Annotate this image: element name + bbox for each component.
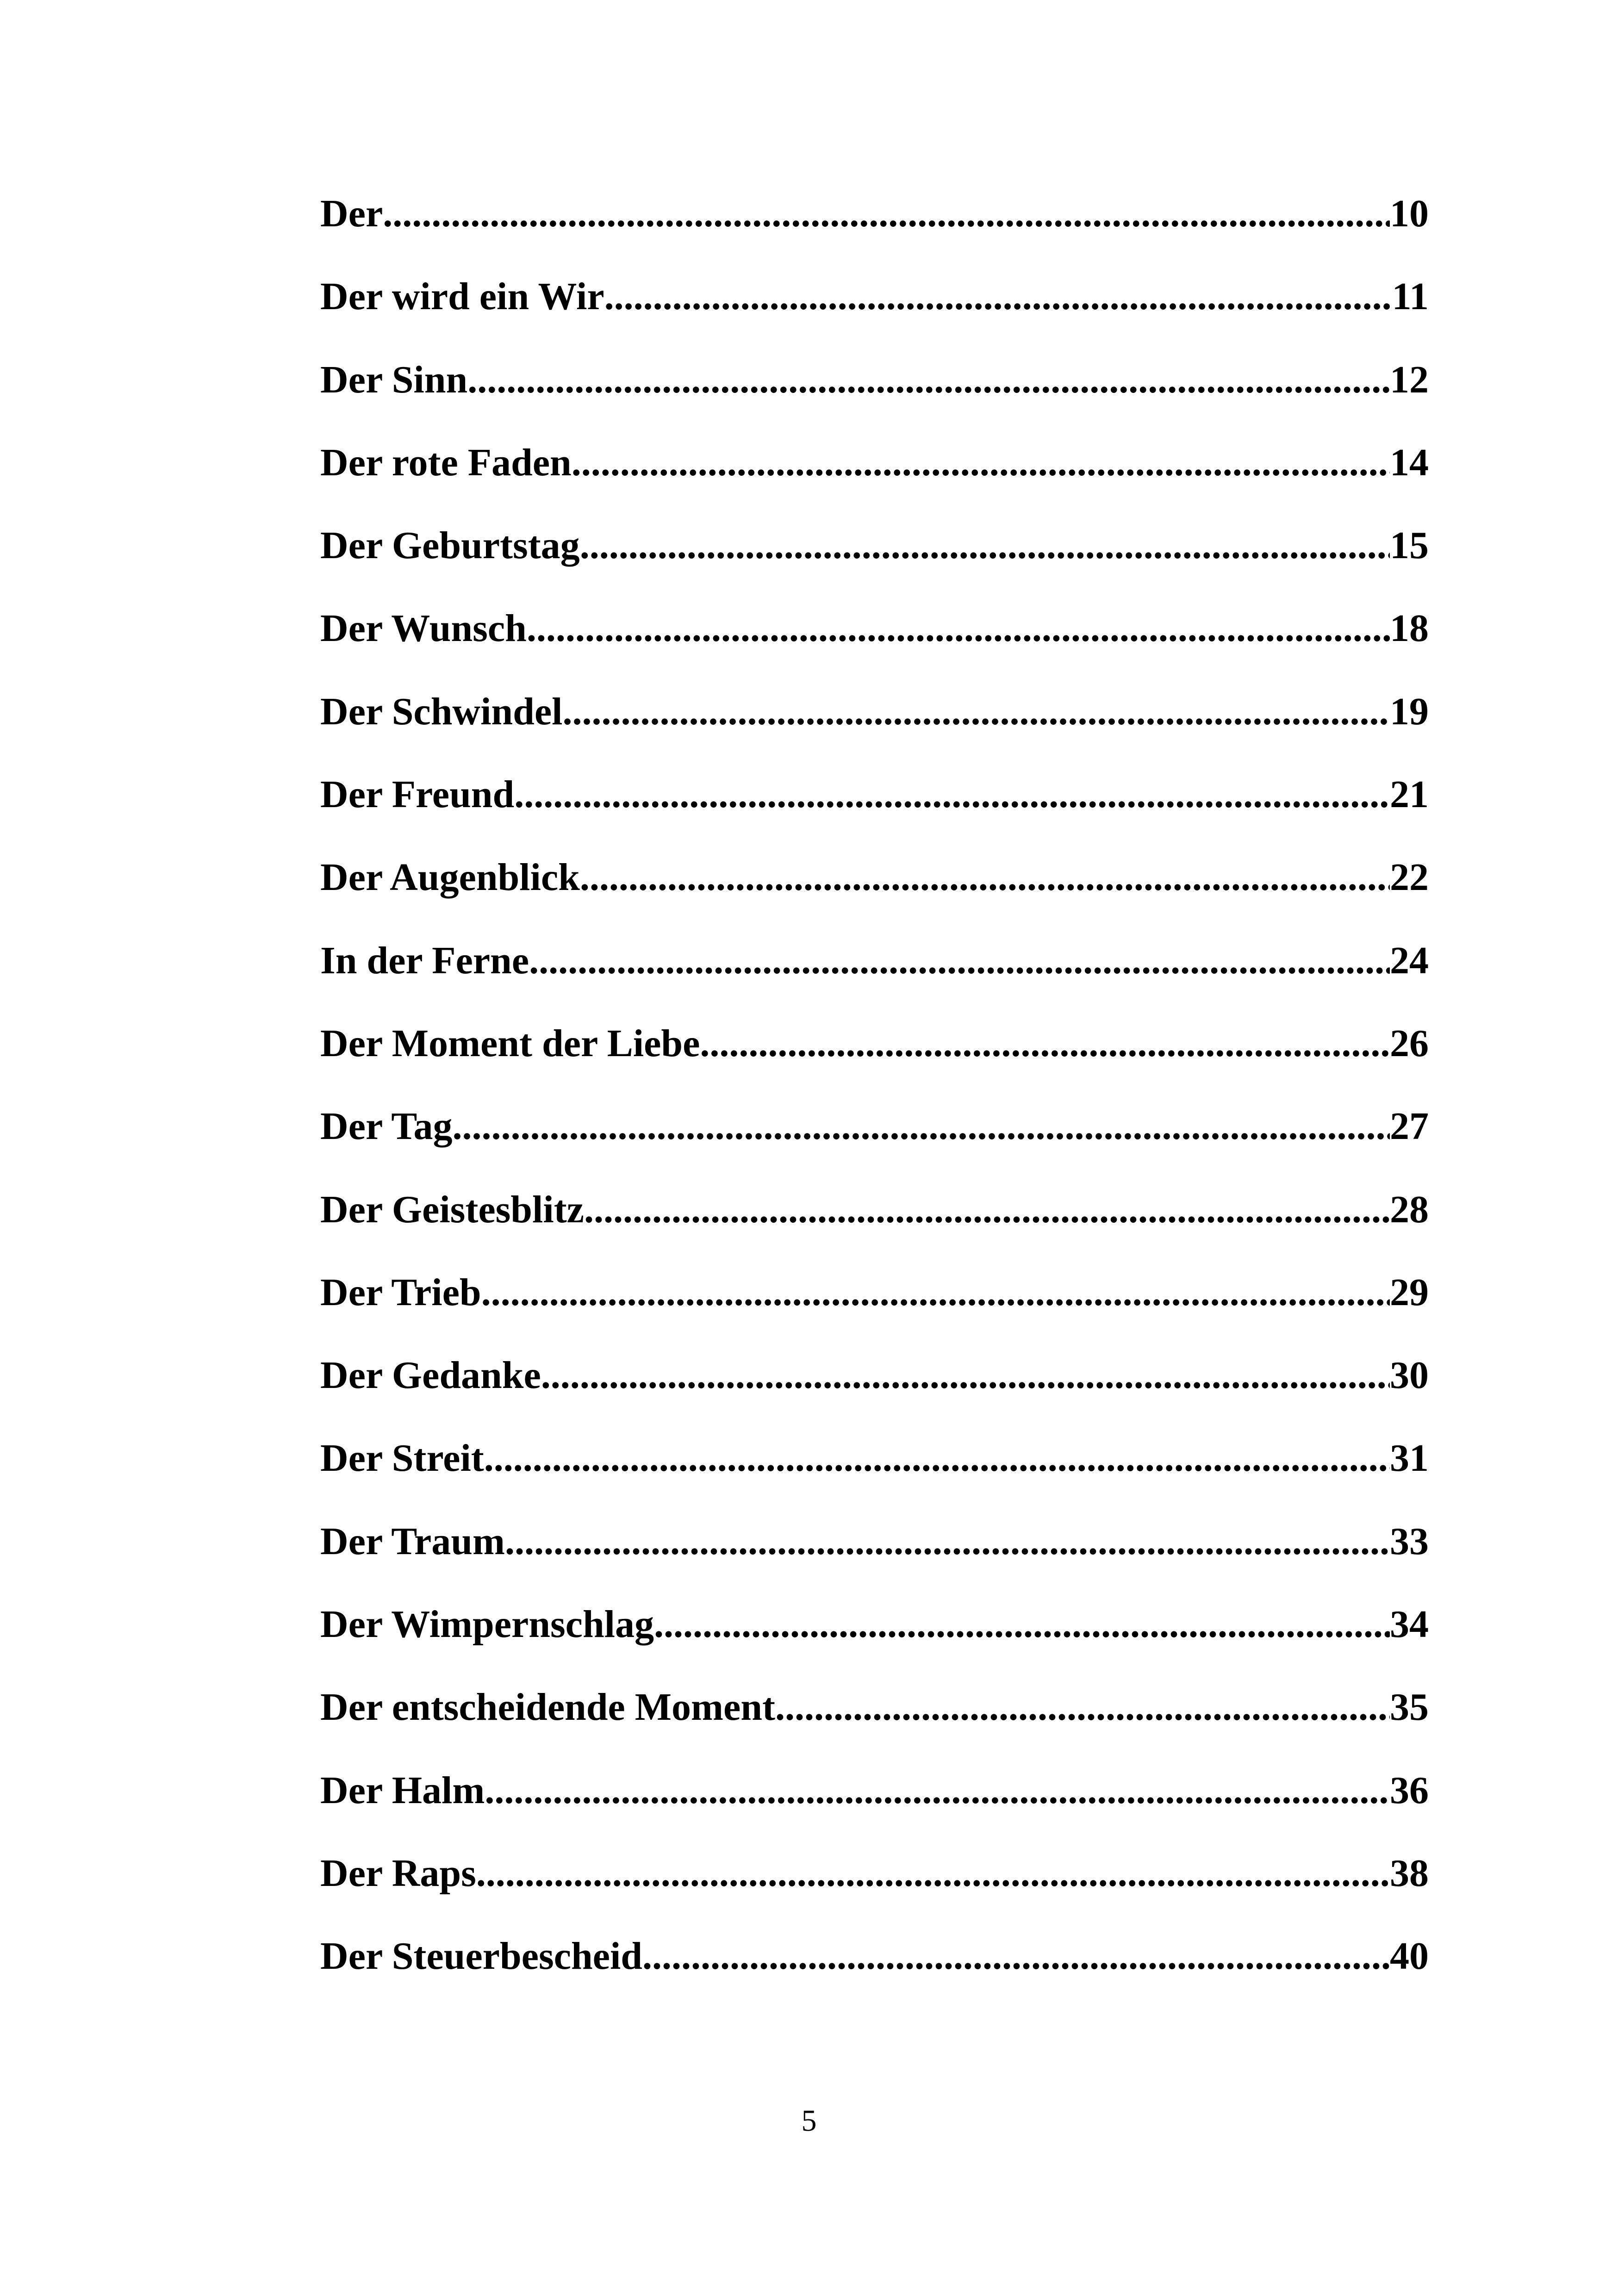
- toc-entry-page: 19: [1390, 690, 1429, 733]
- toc-entry-title: Der Sinn: [320, 358, 468, 401]
- toc-entry: [320, 526, 1429, 609]
- toc-entry-title: Der Augenblick: [320, 856, 580, 899]
- toc-entry-page: 24: [1390, 939, 1429, 982]
- toc-leader-dots: [514, 775, 1390, 814]
- toc-entry: [320, 277, 1429, 360]
- toc-entry-title: Der Schwindel: [320, 690, 563, 733]
- toc-entry-page: 15: [1390, 524, 1429, 567]
- toc-entry-page: 28: [1390, 1188, 1429, 1231]
- toc-entry: [320, 1270, 1429, 1356]
- toc-entry: [320, 1021, 1429, 1107]
- toc-entry-title: Der entscheidende Moment: [320, 1686, 775, 1729]
- toc-leader-dots: [505, 1522, 1390, 1561]
- toc-entry-title: Der wird ein Wir: [320, 275, 604, 318]
- toc-entry-title: Der Wunsch: [320, 607, 527, 650]
- toc-entry-title: Der Wimpernschlag: [320, 1603, 654, 1646]
- toc-entry-page: 31: [1390, 1437, 1429, 1480]
- toc-entry: [320, 1937, 1429, 2020]
- toc-leader-dots: [604, 277, 1392, 316]
- toc-entry: [320, 1519, 1429, 1605]
- toc-entry-title: In der Ferne: [320, 939, 529, 982]
- toc-entry-page: 26: [1390, 1021, 1429, 1065]
- toc-leader-dots: [529, 941, 1390, 980]
- toc-entry-title: Der Moment der Liebe: [320, 1021, 700, 1065]
- toc-leader-dots: [453, 1107, 1390, 1146]
- toc-entry: [320, 609, 1429, 692]
- toc-entry: [320, 775, 1429, 858]
- toc-entry: [320, 1768, 1429, 1854]
- toc-entry-page: 12: [1390, 358, 1429, 401]
- toc-leader-dots: [654, 1605, 1390, 1644]
- toc-entry-page: 11: [1392, 275, 1429, 318]
- toc-entry: [320, 692, 1429, 775]
- toc-entry-page: 36: [1390, 1768, 1429, 1812]
- toc-entry-page: 30: [1390, 1354, 1429, 1397]
- toc-entry: [320, 941, 1429, 1024]
- toc-entry: [320, 1439, 1429, 1522]
- toc-entry: [320, 194, 1429, 277]
- toc-entry-title: Der Streit: [320, 1437, 484, 1480]
- toc-entry-title: Der: [320, 192, 383, 235]
- toc-leader-dots: [541, 1356, 1390, 1395]
- toc-entry-title: Der Freund: [320, 773, 515, 816]
- toc-leader-dots: [484, 1439, 1390, 1478]
- toc-entry-title: Der rote Faden: [320, 441, 572, 484]
- toc-entry-title: Der Geistesblitz: [320, 1188, 584, 1231]
- toc-entry-page: 33: [1390, 1519, 1429, 1563]
- toc-leader-dots: [580, 858, 1390, 897]
- toc-leader-dots: [775, 1688, 1390, 1727]
- toc-entry: [320, 358, 1429, 443]
- toc-leader-dots: [476, 1854, 1390, 1893]
- toc-leader-dots: [700, 1024, 1390, 1063]
- toc-entry-title: Der Steuerbescheid: [320, 1935, 642, 1978]
- toc-entry-title: Der Traum: [320, 1519, 505, 1563]
- toc-entry: [320, 1688, 1429, 1771]
- toc-entry-page: 27: [1390, 1105, 1429, 1148]
- toc-entry: [320, 1356, 1429, 1439]
- toc-entry: [320, 1851, 1429, 1937]
- toc-entry-page: 35: [1390, 1686, 1429, 1729]
- toc-leader-dots: [481, 1273, 1390, 1312]
- toc-entry-title: Der Trieb: [320, 1270, 481, 1314]
- toc-entry: [320, 1107, 1429, 1190]
- toc-entry-page: 18: [1390, 607, 1429, 650]
- toc-entry-title: Der Geburtstag: [320, 524, 580, 567]
- toc-leader-dots: [383, 194, 1390, 233]
- page-number: 5: [801, 2104, 817, 2138]
- toc-entry-title: Der Raps: [320, 1851, 476, 1895]
- toc-entry-page: 14: [1390, 441, 1429, 484]
- toc-entry-title: Der Halm: [320, 1768, 485, 1812]
- toc-entry-page: 40: [1390, 1935, 1429, 1978]
- toc-leader-dots: [467, 361, 1390, 399]
- toc-entry-page: 22: [1390, 856, 1429, 899]
- toc-entry: [320, 1605, 1429, 1688]
- toc-entry-page: 21: [1390, 773, 1429, 816]
- toc-entry: [320, 443, 1429, 526]
- toc-entry: [320, 858, 1429, 941]
- toc-leader-dots: [584, 1190, 1390, 1229]
- toc-leader-dots: [642, 1937, 1390, 1976]
- toc-leader-dots: [527, 609, 1390, 648]
- toc-entry: [320, 1190, 1429, 1273]
- toc-entry-page: 38: [1390, 1851, 1429, 1895]
- toc-entry-page: 29: [1390, 1270, 1429, 1314]
- toc-entry-page: 34: [1390, 1603, 1429, 1646]
- toc-entry-title: Der Gedanke: [320, 1354, 541, 1397]
- toc-entry-title: Der Tag: [320, 1105, 453, 1148]
- toc-leader-dots: [562, 692, 1390, 731]
- toc-leader-dots: [580, 526, 1390, 565]
- toc-entry-page: 10: [1390, 192, 1429, 235]
- toc-leader-dots: [572, 443, 1390, 482]
- toc-leader-dots: [485, 1771, 1390, 1810]
- table-of-contents: [320, 194, 1429, 2020]
